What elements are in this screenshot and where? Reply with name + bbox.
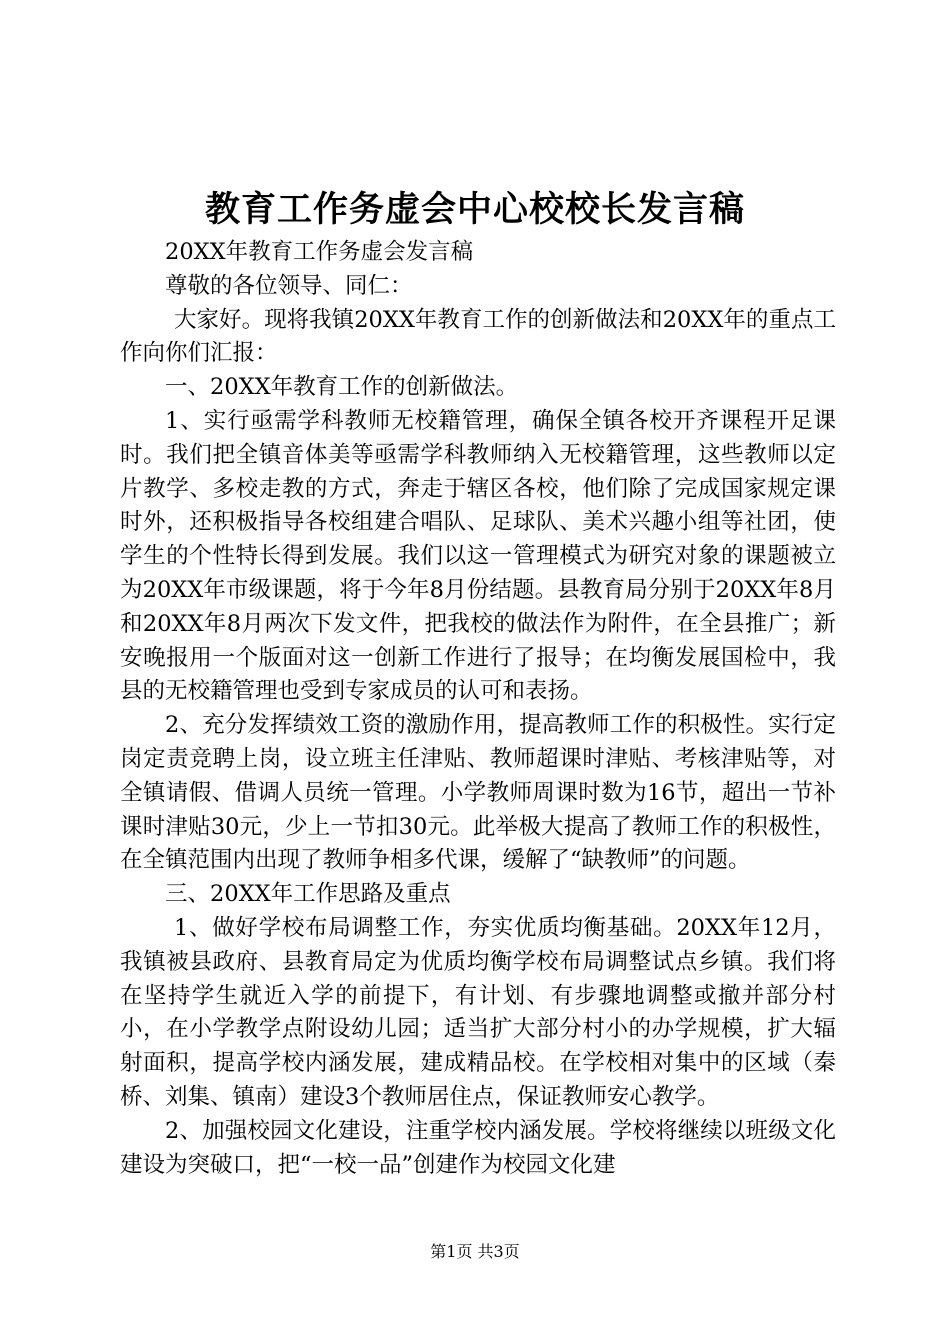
paragraph-salutation: 尊敬的各位领导、同仁：	[165, 272, 413, 299]
paragraph-greeting: 大家好。现将我镇20XX年教育工作的创新做法和20XX年的重点工作向你们汇报：	[120, 306, 836, 367]
paragraph-item-2: 2、充分发挥绩效工资的激励作用，提高教师工作的积极性。实行定岗定责竞聘上岗，设立班主任津贴、教师超课时津贴、考核津贴等，对全镇请假、借调人员统一管理。小学教师周课时数为16节，超出一节补课时津贴30元，少上一节扣30元。此举极大提高了教师工作的积极性，在全镇范围内出现了教师争相多代课，缓解了“缺教师”的问题。	[120, 712, 836, 874]
paragraph-subtitle: 20XX年教育工作务虚会发言稿	[165, 239, 474, 265]
paragraph-item-1: 1、实行亟需学科教师无校籍管理，确保全镇各校开齐课程开足课时。我们把全镇音体美等亟需学科教师纳入无校籍管理，这些教师以定片教学、多校走教的方式，奔走于辖区各校，他们除了完成国家规定课时外，还积极指导各校组建合唱队、足球队、美术兴趣小组等社团，使学生的个性特长得到发展。我们以这一管理模式为研究对象的课题被立为20XX年市级课题，将于今年8月份结题。县教育局分别于20XX年8月和20XX年8月两次下发文件，把我校的做法作为附件，在全县推广；新安晚报用一个版面对这一创新工作进行了报导；在均衡发展国检中，我县的无校籍管理也受到专家成员的认可和表扬。	[120, 407, 836, 705]
section-heading-plans: 三、20XX年工作思路及重点	[165, 881, 451, 908]
paragraph-plan-1: 1、做好学校布局调整工作，夯实优质均衡基础。20XX年12月，我镇被县政府、县教育局定为优质均衡学校布局调整试点乡镇。我们将在坚持学生就近入学的前提下，有计划、有步骤地调整或撤并部分村小，在小学教学点附设幼儿园；适当扩大部分村小的办学规模，扩大辐射面积，提高学校内涵发展，建成精品校。在学校相对集中的区域（秦桥、刘集、镇南）建设3个教师居住点，保证教师安心教学。	[120, 914, 836, 1110]
page-footer: 第1页 共3页	[430, 1242, 520, 1261]
paragraph-plan-2: 2、加强校园文化建设，注重学校内涵发展。学校将继续以班级文化建设为突破口，把“一校一品”创建作为校园文化建	[120, 1117, 836, 1178]
document-title: 教育工作务虚会中心校校长发言稿	[204, 189, 745, 230]
document-body	[120, 236, 836, 1182]
section-heading-innovations: 一、20XX年教育工作的创新做法。	[165, 374, 519, 401]
